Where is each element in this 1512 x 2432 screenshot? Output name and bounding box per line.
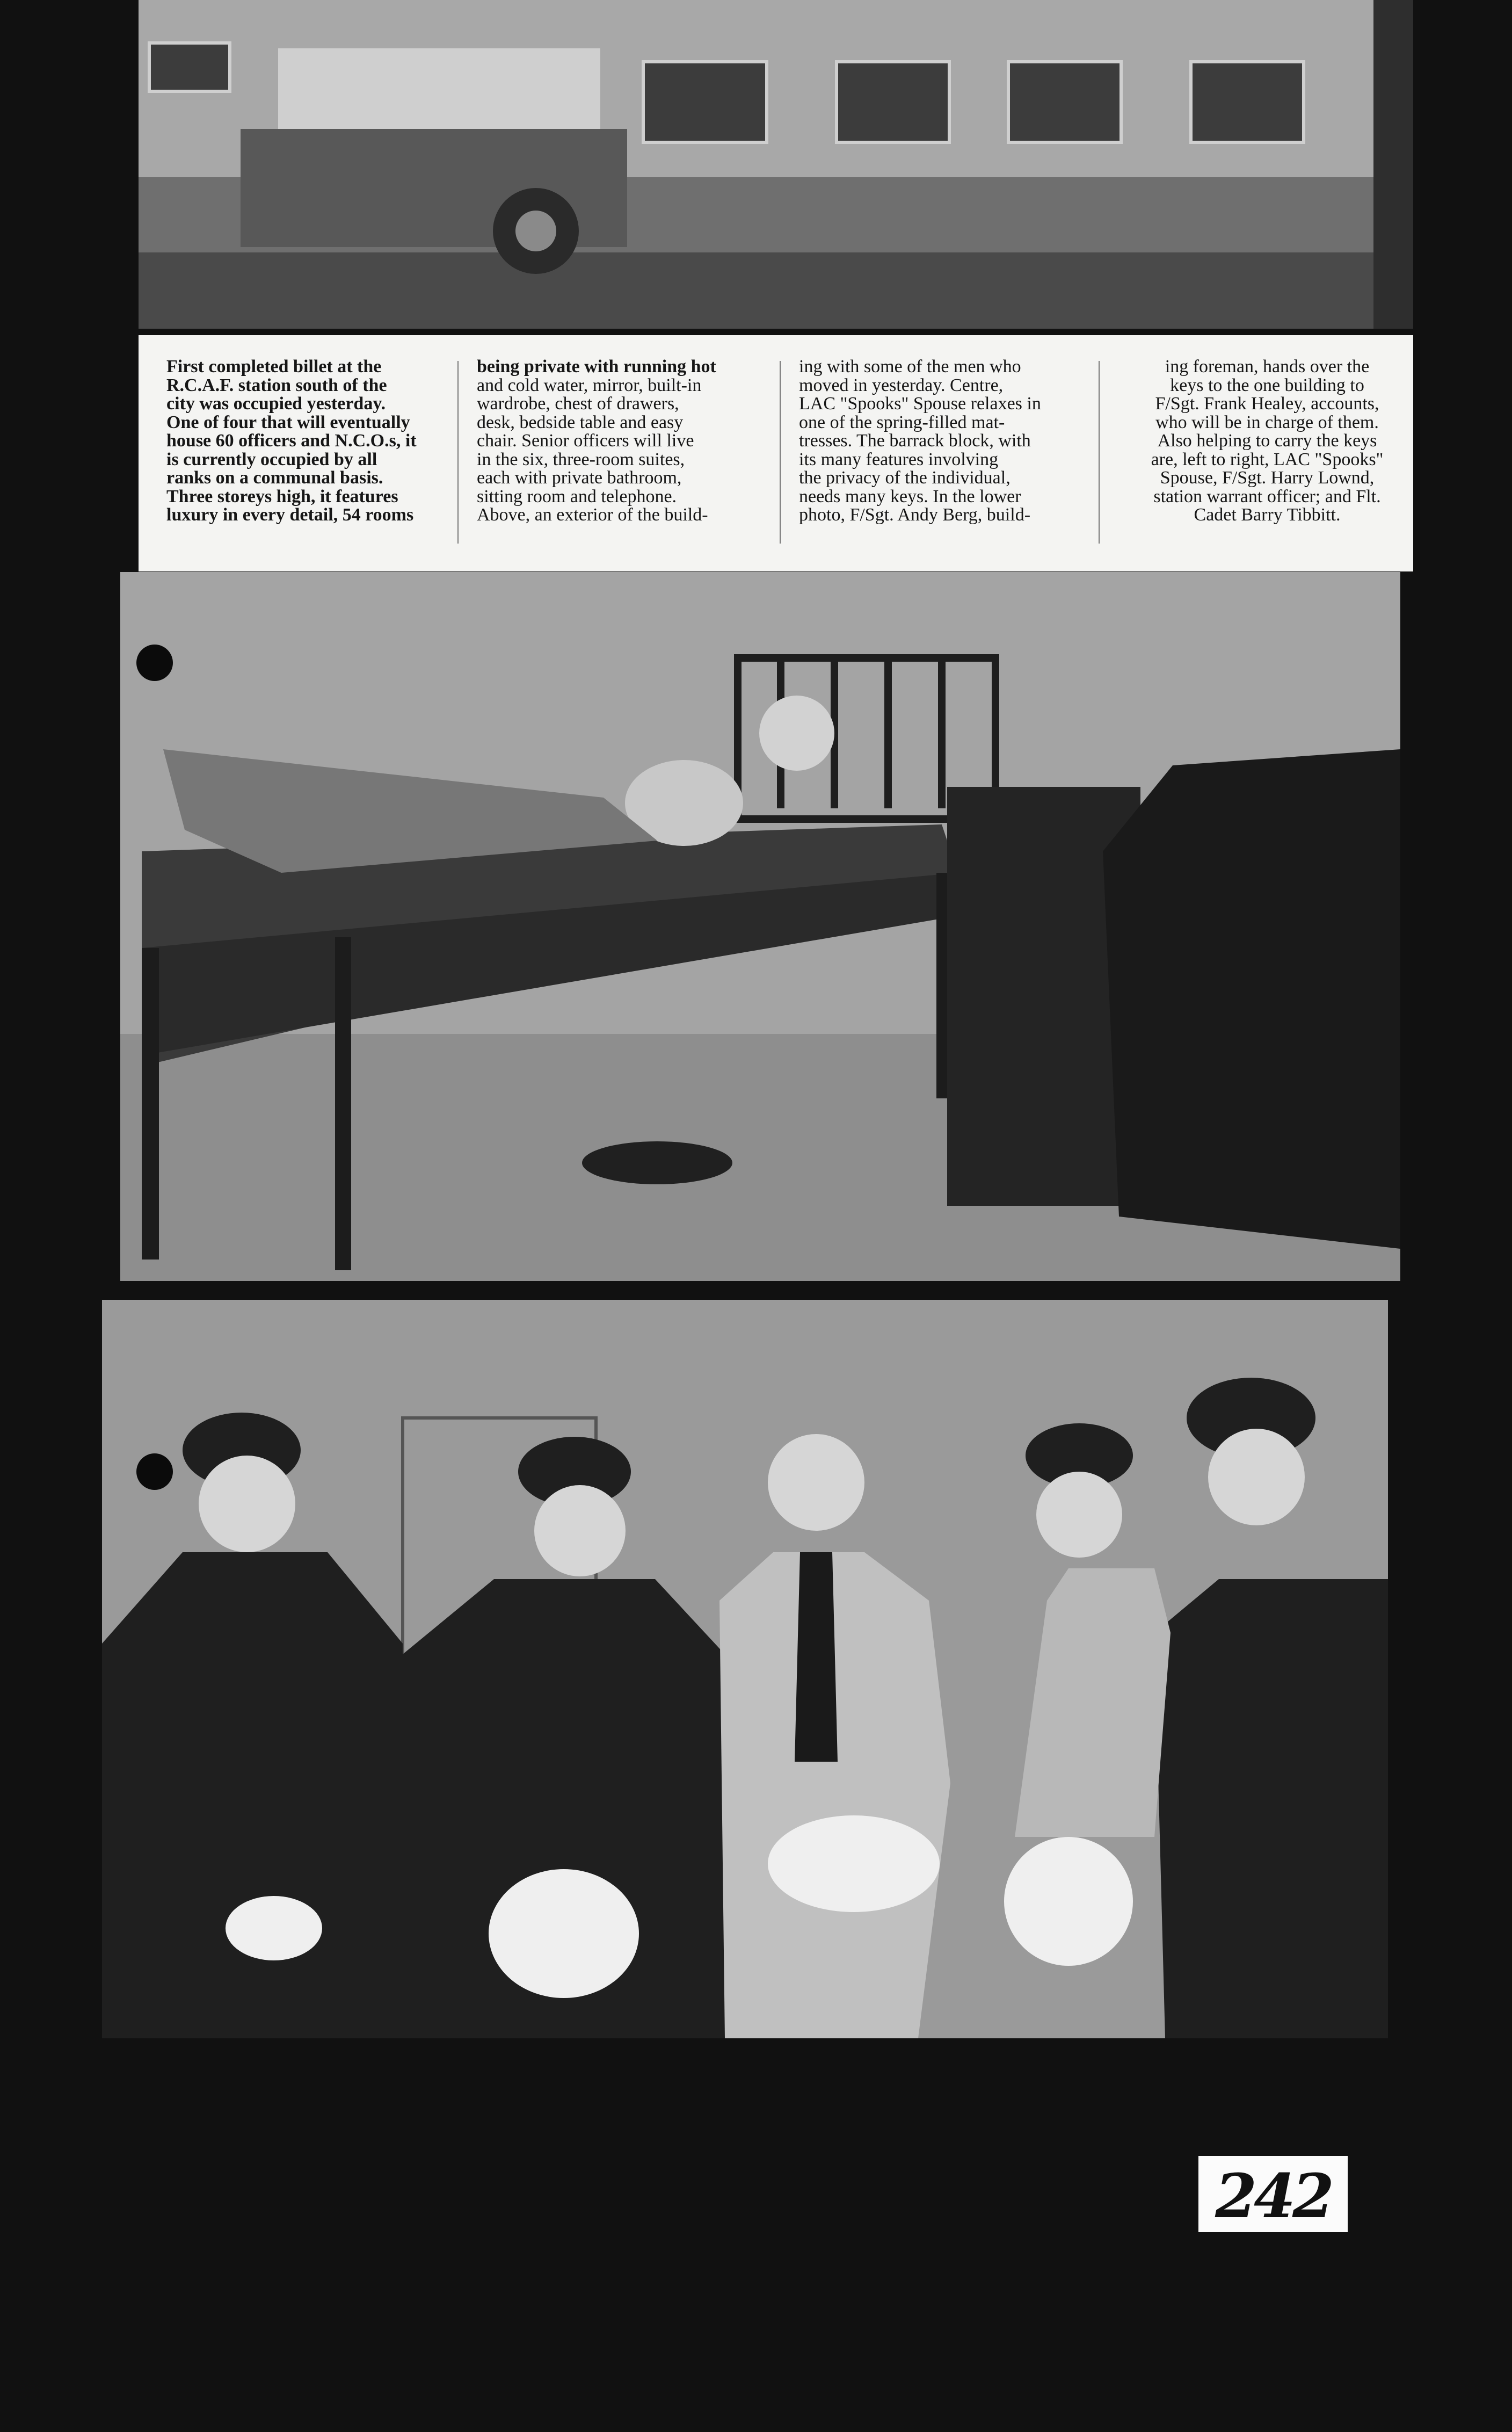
caption-column-3 [799, 358, 1100, 525]
column-divider [457, 361, 459, 544]
caption-line: F/Sgt. Frank Healey, accounts, [1155, 394, 1379, 414]
caption-line: one of the spring-filled mat- [799, 412, 1005, 432]
caption-line: R.C.A.F. station south of the [166, 375, 387, 395]
caption-line: ranks on a communal basis. [166, 468, 383, 488]
caption-line: Spouse, F/Sgt. Harry Lownd, [1160, 468, 1375, 488]
caption-line: ing foreman, hands over the [1165, 357, 1370, 377]
photo-caption [139, 335, 1413, 571]
caption-line: Cadet Barry Tibbitt. [1194, 505, 1341, 525]
page-number-tag [1198, 2156, 1348, 2232]
bed-photo [120, 572, 1400, 1281]
caption-line: tresses. The barrack block, with [799, 431, 1031, 451]
caption-line: the privacy of the individual, [799, 468, 1011, 488]
punch-hole [136, 1453, 173, 1490]
caption-line: Also helping to carry the keys [1157, 431, 1377, 451]
caption-line: house 60 officers and N.C.O.s, it [166, 431, 417, 451]
caption-line: city was occupied yesterday. [166, 394, 386, 414]
caption-line: keys to the one building to [1170, 375, 1364, 395]
caption-line: wardrobe, chest of drawers, [477, 394, 679, 414]
caption-line: its many features involving [799, 449, 999, 469]
caption-line: ing with some of the men who [799, 357, 1021, 377]
building-exterior-photo [139, 0, 1413, 329]
caption-line: is currently occupied by all [166, 449, 377, 469]
caption-line: desk, bedside table and easy [477, 412, 684, 432]
caption-line: First completed billet at the [166, 357, 382, 377]
caption-column-2 [477, 358, 777, 525]
caption-line: are, left to right, LAC "Spooks" [1151, 449, 1384, 469]
caption-line: each with private bathroom, [477, 468, 682, 488]
caption-line: Three storeys high, it features [166, 486, 398, 506]
page-number: 242 [1215, 2161, 1331, 2232]
caption-line: who will be in charge of them. [1155, 412, 1379, 432]
caption-column-1 [166, 358, 467, 525]
caption-line: station warrant officer; and Flt. [1153, 486, 1381, 506]
caption-line: moved in yesterday. Centre, [799, 375, 1004, 395]
keys-group-photo [102, 1300, 1388, 2038]
column-divider [1099, 361, 1100, 544]
column-divider [780, 361, 781, 544]
caption-line: in the six, three-room suites, [477, 449, 685, 469]
caption-line: LAC "Spooks" Spouse relaxes in [799, 394, 1041, 414]
caption-line: Above, an exterior of the build- [477, 505, 708, 525]
caption-line: sitting room and telephone. [477, 486, 677, 506]
punch-hole [136, 645, 173, 681]
caption-line: and cold water, mirror, built-in [477, 375, 702, 395]
caption-line: chair. Senior officers will live [477, 431, 694, 451]
caption-line: luxury in every detail, 54 rooms [166, 505, 414, 525]
caption-line: being private with running hot [477, 357, 716, 377]
caption-line: needs many keys. In the lower [799, 486, 1021, 506]
caption-line: One of four that will eventually [166, 412, 410, 432]
caption-line: photo, F/Sgt. Andy Berg, build- [799, 505, 1031, 525]
caption-column-4 [1117, 358, 1418, 525]
